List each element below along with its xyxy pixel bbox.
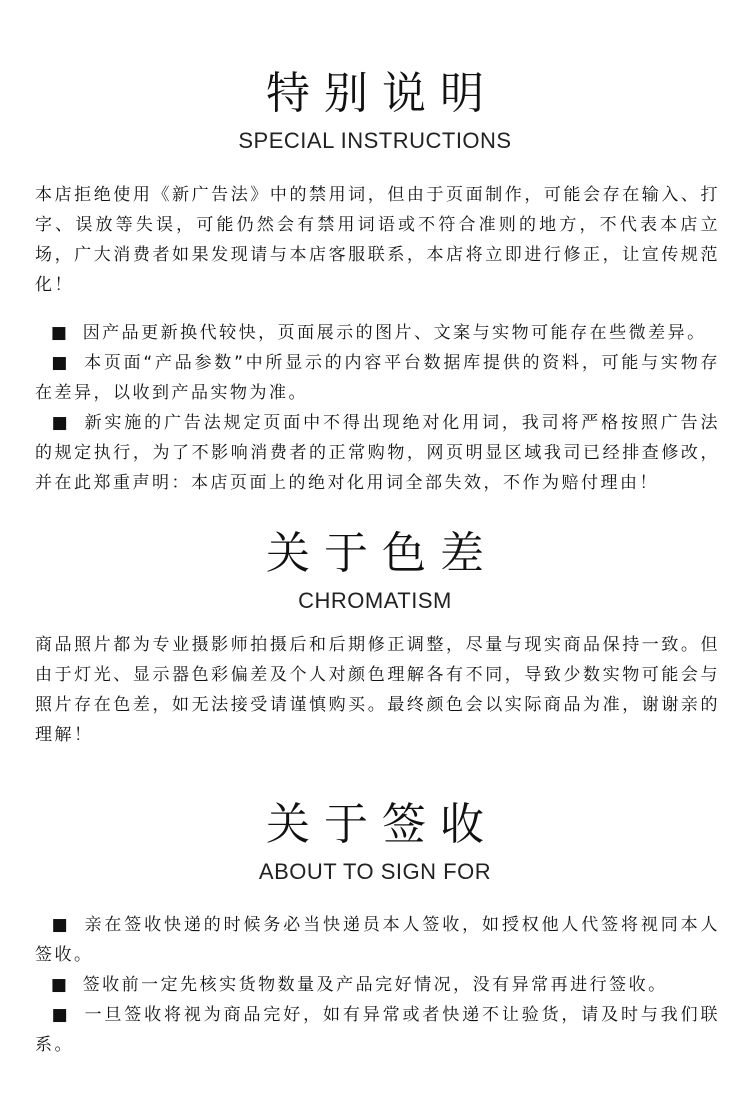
- bullet-item: [35, 408, 720, 498]
- sign-for-subtitle: ABOUT TO SIGN FOR: [258, 859, 492, 884]
- square-bullet-icon: ■: [51, 353, 68, 373]
- bullet-item: [35, 1000, 720, 1060]
- sign-for-bullets: [35, 910, 720, 1060]
- chromatism-body: 商品照片都为专业摄影师拍摄后和后期修正调整，尽量与现实商品保持一致。但由于灯光、显示器色彩偏差及个人对颜色理解各有不同，导致少数实物可能会与照片存在色差，如无法接受请谨慎购买。最终颜色会以实际商品为准，谢谢亲的理解！: [35, 635, 720, 745]
- sign-for-title: 关于签收: [266, 799, 498, 850]
- bullet-item: [35, 970, 720, 1000]
- bullet-text: 新实施的广告法规定页面中不得出现绝对化用词，我司将严格按照广告法的规定执行，为了不影响消费者的正常购物，网页明显区域我司已经排查修改，并在此郑重声明：本店页面上的绝对化用词全部失效，不作为赔付理由！: [35, 413, 721, 493]
- bullet-text: 签收前一定先核实货物数量及产品完好情况，没有异常再进行签收。: [82, 975, 668, 995]
- bullet-text: 因产品更新换代较快，页面展示的图片、文案与实物可能存在些微差异。: [82, 323, 707, 343]
- chromatism-title: 关于色差: [266, 528, 498, 579]
- bullet-item: [35, 910, 720, 970]
- chromatism-header: [0, 528, 750, 613]
- bullet-text: 亲在签收快递的时候务必当快递员本人签收，如授权他人代签将视同本人签收。: [35, 915, 721, 965]
- square-bullet-icon: ■: [51, 413, 68, 433]
- special-instructions-title: 特别说明: [266, 68, 498, 119]
- special-instructions-header: [0, 68, 750, 153]
- bullet-text: 一旦签收将视为商品完好，如有异常或者快递不让验货，请及时与我们联系。: [35, 1005, 721, 1055]
- square-bullet-icon: ■: [51, 1005, 68, 1025]
- bullet-item: [35, 318, 720, 348]
- special-instructions-intro: 本店拒绝使用《新广告法》中的禁用词，但由于页面制作，可能会存在输入、打字、误放等失误，可能仍然会有禁用词语或不符合准则的地方，不代表本店立场，广大消费者如果发现请与本店客服联系，本店将立即进行修正，让宣传规范化！: [35, 185, 720, 295]
- square-bullet-icon: ■: [50, 323, 67, 343]
- square-bullet-icon: ■: [50, 975, 67, 995]
- square-bullet-icon: ■: [51, 915, 68, 935]
- special-instructions-subtitle: SPECIAL INSTRUCTIONS: [238, 128, 512, 153]
- sign-for-header: [0, 799, 750, 884]
- special-instructions-bullets: [35, 318, 720, 498]
- bullet-item: [35, 348, 720, 408]
- chromatism-subtitle: CHROMATISM: [298, 588, 452, 613]
- bullet-text: 本页面“产品参数”中所显示的内容平台数据库提供的资料，可能与实物存在差异，以收到产品实物为准。: [35, 353, 720, 403]
